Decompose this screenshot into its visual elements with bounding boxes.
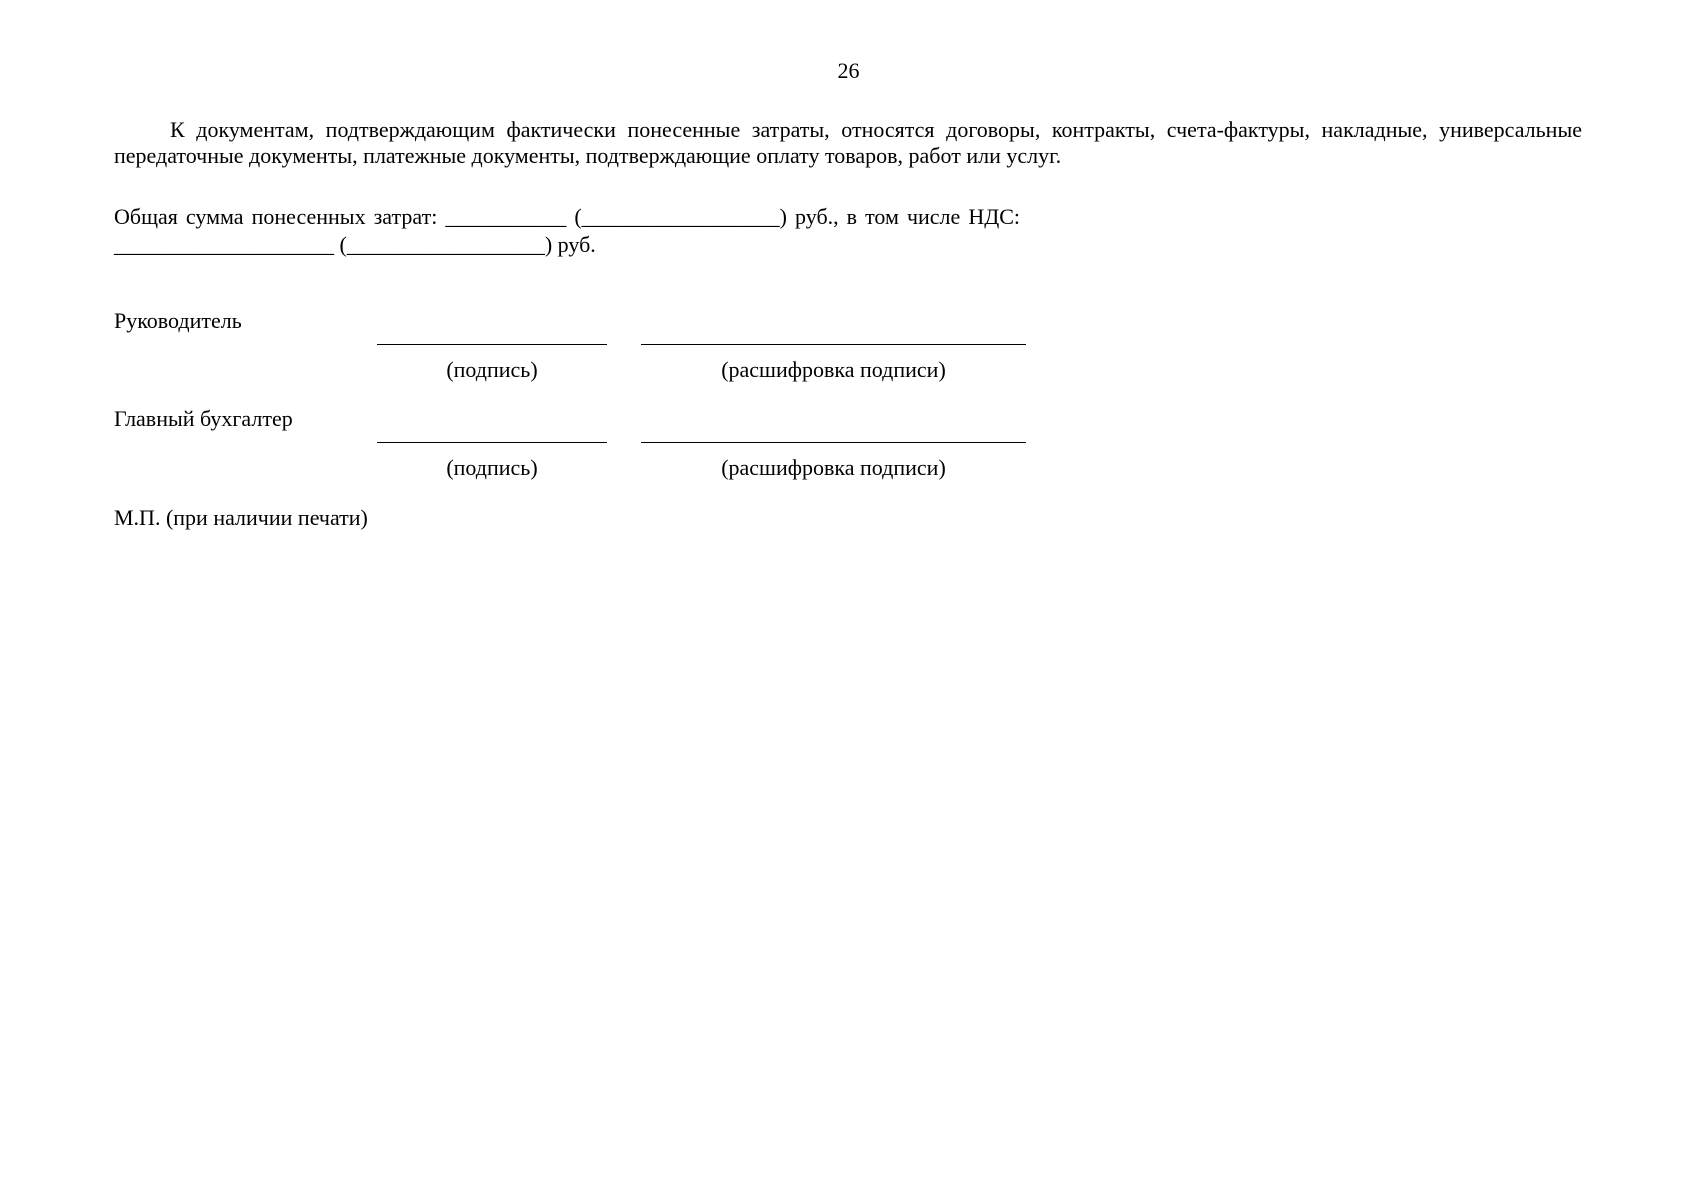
intro-paragraph: К документам, подтверждающим фактически понесенные затраты, относятся договоры, контракты, счета-фактуры, накладные, универсальные передаточные документы, платежные документы, подтверждающие оплату товаров, работ или услуг. xyxy=(114,117,1582,168)
signature-decoding-line-director xyxy=(641,344,1026,345)
signature-line-chief-accountant xyxy=(377,442,607,443)
signature-decoding-line-chief-accountant xyxy=(641,442,1026,443)
page-number: 26 xyxy=(837,58,860,83)
signature-decoding-caption: (расшифровка подписи) xyxy=(721,455,946,480)
total-costs-paragraph: Общая сумма понесенных затрат: ___________ (__________________) руб., в том числе НДС: ____________________ (__________________) руб. xyxy=(114,204,1020,257)
signature-caption: (подпись) xyxy=(446,357,538,382)
stamp-note: М.П. (при наличии печати) xyxy=(114,505,368,530)
role-label-chief-accountant: Главный бухгалтер xyxy=(114,406,293,431)
signature-decoding-caption: (расшифровка подписи) xyxy=(721,357,946,382)
signature-line-director xyxy=(377,344,607,345)
role-label-director: Руководитель xyxy=(114,308,242,333)
signature-caption: (подпись) xyxy=(446,455,538,480)
